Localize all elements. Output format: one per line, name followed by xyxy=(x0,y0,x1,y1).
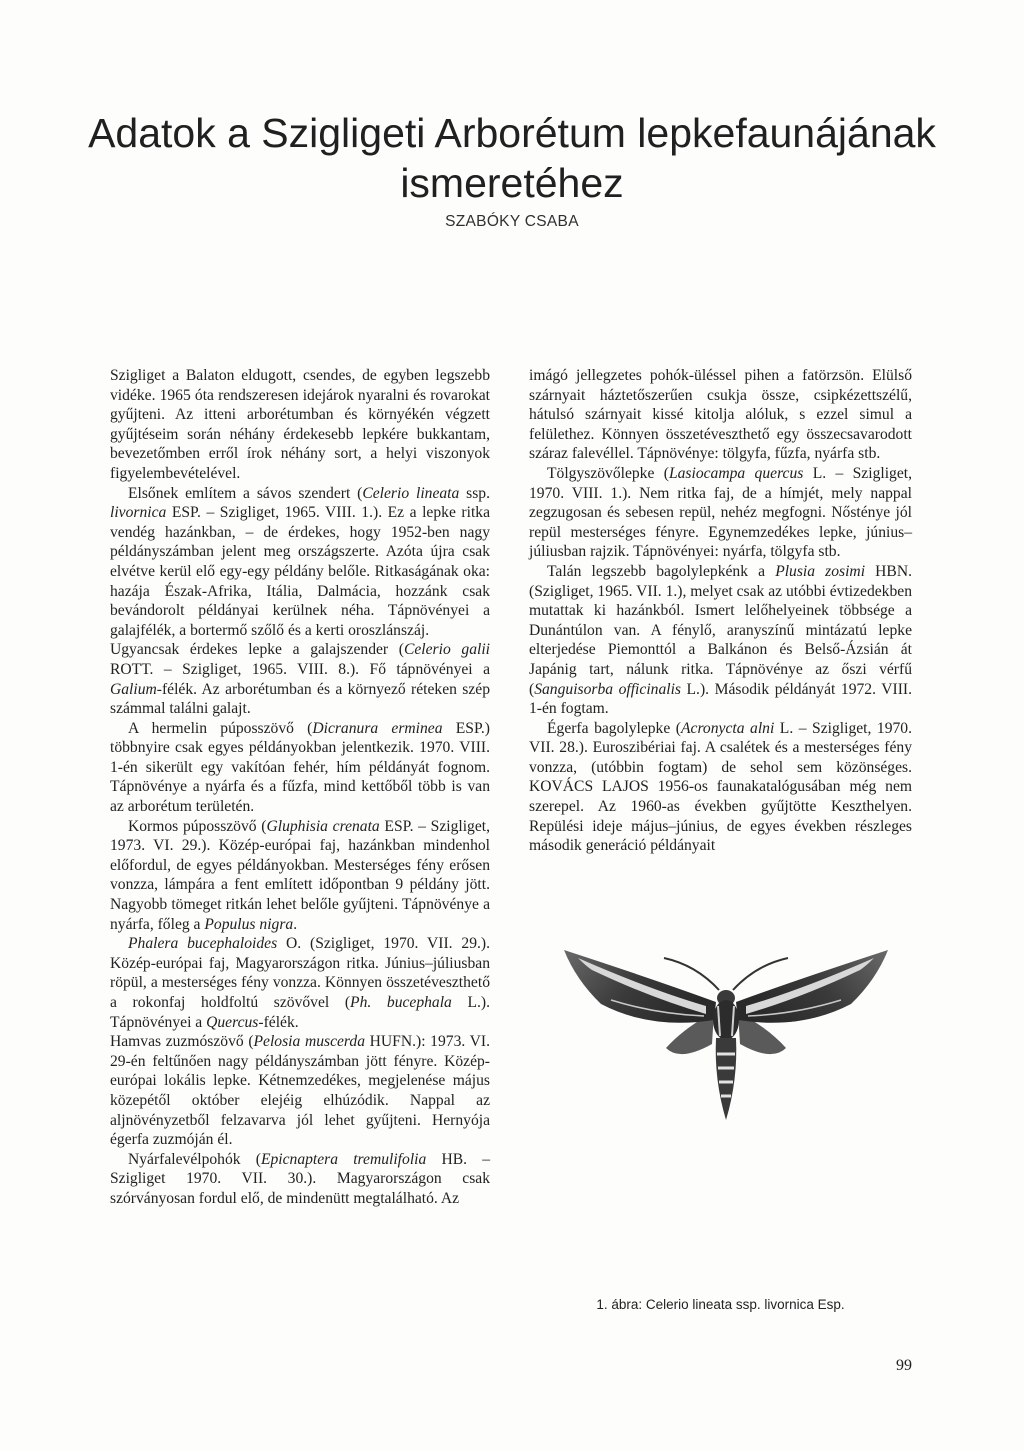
species-name: Phalera bucephaloides xyxy=(128,935,278,953)
species-name: livornica xyxy=(110,504,167,522)
species-name: Celerio galii xyxy=(403,641,491,659)
paragraph-continued: imágó jellegzetes pohók-üléssel pihen a fatörzsön. Elülső szárnyait háztetőszerűen csukja össze, csipkézettszélű, hátulsó szárnyait kissé kitolja alóluk, s ezzel simul a felülethez. Könnyen összetéveszthető egy összecsavarodott száraz falevéllel. Tápnövénye: tölgyfa, fűzfa, nyárfa stb. xyxy=(529,367,912,463)
title-line-1: Adatok a Szigligeti Arborétum lepkefaunájának xyxy=(88,110,936,156)
moth-abdomen xyxy=(716,1038,737,1120)
paragraph-celerio-lineata: Elsőnek említem a sávos szendert (Celerio lineata ssp. livornica ESP. – Szigliget, 1965. VIII. 1.). Ez a lepke ritka vendég hazánkban, – de érdekes, hogy 1952-ben nagy példányszámban jelent meg országszerte. Azóta újra csak elvétve kerül elő egy-egy példány belőle. Ritkaságának oka: hazája Észak-Afrika, Itália, Dalmácia, hozzánk csak bevándorolt példányai kerülnek néha. Tápnövényei a galajfélék, a bortermő szőlő és a kerti oroszlánszáj. xyxy=(110,484,491,639)
left-column xyxy=(110,366,490,1209)
figure-caption: 1. ábra: Celerio lineata ssp. livornica Esp. xyxy=(596,1297,845,1312)
right-antenna xyxy=(733,958,788,990)
species-name: Epicnaptera tremulifolia xyxy=(260,1150,427,1168)
paragraph-dicranura: A hermelin púposszövő (Dicranura erminea ESP.) többnyire csak egyes példányokban jelentkezik. 1970. VIII. 1-én sikerült egy vakítóan fehér, hím példányát fognom. Tápnövénye a nyárfa és a fűzfa, mind kettőből több is van az arborétum területén. xyxy=(110,719,490,816)
species-name: Quercus xyxy=(206,1013,259,1031)
hawk-moth-illustration xyxy=(556,920,896,1210)
paragraph-celerio-galii: Ugyancsak érdekes lepke a galajszender (Celerio galii ROTT. – Szigliget, 1965. VIII. 8.). Fő tápnövényei a Galium-félék. Az arborétumban és a környező réteken szép számmal találni galajt. xyxy=(110,641,491,718)
species-name: Dicranura erminea xyxy=(312,719,443,737)
species-name: Plusia zosimi xyxy=(775,562,866,580)
paragraph-phalera: Phalera bucephaloides O. (Szigliget, 1970. VII. 29.). Közép-európai faj, Magyarországon ritka. Június–júliusban röpül, a mesterséges fény vonzza. Könnyen összetéveszthető a rokonfaj holdfoltú szövővel (Ph. bucephala L.). Tápnövényei a Quercus-félék. xyxy=(110,935,490,1031)
paragraph-acronycta: Égerfa bagolylepke (Acronycta alni L. – Szigliget, 1970. VII. 28.). Euroszibériai faj. A csalétek és a mesterséges fény vonzza, (utóbbin fogtam) de sehol sem közönséges. KOVÁCS LAJOS 1956-os faunakatalógusában még nem szerepel. Az 1960-as években gyűjtötte Keszthelyen. Repülési ideje május–június, de egyes években részleges második generáció példányait xyxy=(529,719,912,855)
paragraph-epicnaptera: Nyárfalevélpohók (Epicnaptera tremulifolia HB. – Szigliget 1970. VII. 30.). Magyarországon csak szórványosan fordul elő, de mindenütt megtalálható. Az xyxy=(110,1150,490,1207)
right-column xyxy=(529,366,912,856)
paragraph-lasiocampa: Tölgyszövőlepke (Lasiocampa quercus L. – Szigliget, 1970. VIII. 1.). Nem ritka faj, de a hímjét, mely nappal zegzugosan és sebesen repül, nehéz megfogni. Nőstényе jól repül mesterséges fényre. Egynemzedékes lepke, június–júliusban rajzik. Tápnövényei: nyárfa, tölgyfa stb. xyxy=(529,464,912,561)
author-name: SZABÓKY CSABA xyxy=(445,213,579,230)
species-name: Pelosia muscerda xyxy=(253,1033,366,1051)
paragraph-pelosia: Hamvas zuzmószövő (Pelosia muscerda HUFN.): 1973. VI. 29-én feltűnően nagy példányszámban jött fényre. Közép-európai lokális lepke. Kétnemzedékes, megjelenése május közepétől október elejéig elhúzódik. Nappal az aljnövényzetből felzavarva jól lehet gyűjteni. Hernyója égerfa zuzmóján él. xyxy=(110,1033,490,1149)
species-name: Celerio lineata xyxy=(362,484,460,502)
species-name: Ph. bucephala xyxy=(350,994,452,1011)
species-name: Populus nigra xyxy=(204,915,294,933)
title-line-2: ismeretéhez xyxy=(400,160,624,206)
article-title xyxy=(0,108,1024,208)
species-name: Lasiocampa quercus xyxy=(668,464,804,482)
species-name: Acronycta alni xyxy=(681,719,775,737)
left-antenna xyxy=(664,958,719,990)
paragraph-plusia: Talán legszebb bagolylepkénk a Plusia zosimi HBN. (Szigliget, 1965. VII. 1.), melyet csak az utóbbi évtizedekben mutattak ki hazánkból. Ismert lelőhelyeinek többsége a Dunántúlon van. A fénylő, aranyszínű mintázatú lepke elterjedése Piemonttól a Balkánon és Belső-Ázsián át Japánig tart, nálunk ritka. Tápnövénye az őszi vérfű (Sanguisorba officinalis L.). Második példányát 1972. VIII. 1-én fogtam. xyxy=(529,562,912,718)
species-name: Sanguisorba officinalis xyxy=(534,680,681,698)
paragraph-gluphisia: Kormos púposszövő (Gluphisia crenata ESP. – Szigliget, 1973. VI. 29.). Közép-európai faj, hazánkban mindenhol előfordul, de egyes példányokban. Mesterséges fény erősen vonzza, lámpára a fent említett időpontban 9 példány jött. Nagyobb tömeget ritkán lehet belőle gyűjteni. Tápnövénye a nyárfa, főleg a Populus nigra. xyxy=(110,817,490,933)
species-name: Gluphisia crenata xyxy=(266,817,380,835)
page-number: 99 xyxy=(896,1357,912,1374)
moth-figure xyxy=(556,920,896,1210)
species-name: Galium xyxy=(110,680,157,698)
moth-thorax xyxy=(713,1000,739,1040)
paragraph-intro: Szigliget a Balaton eldugott, csendes, de egyben legszebb vidéke. 1965 óta rendszeresen idejárok nyaralni és rovarokat gyűjteni. Az itteni arborétumban és környékén végzett gyűjtéseim során néhány érdekesebb lepkére bukkantam, bevezetőmben erről írok néhány sort, a helyi viszonyok figyelembevételével. xyxy=(110,367,490,482)
